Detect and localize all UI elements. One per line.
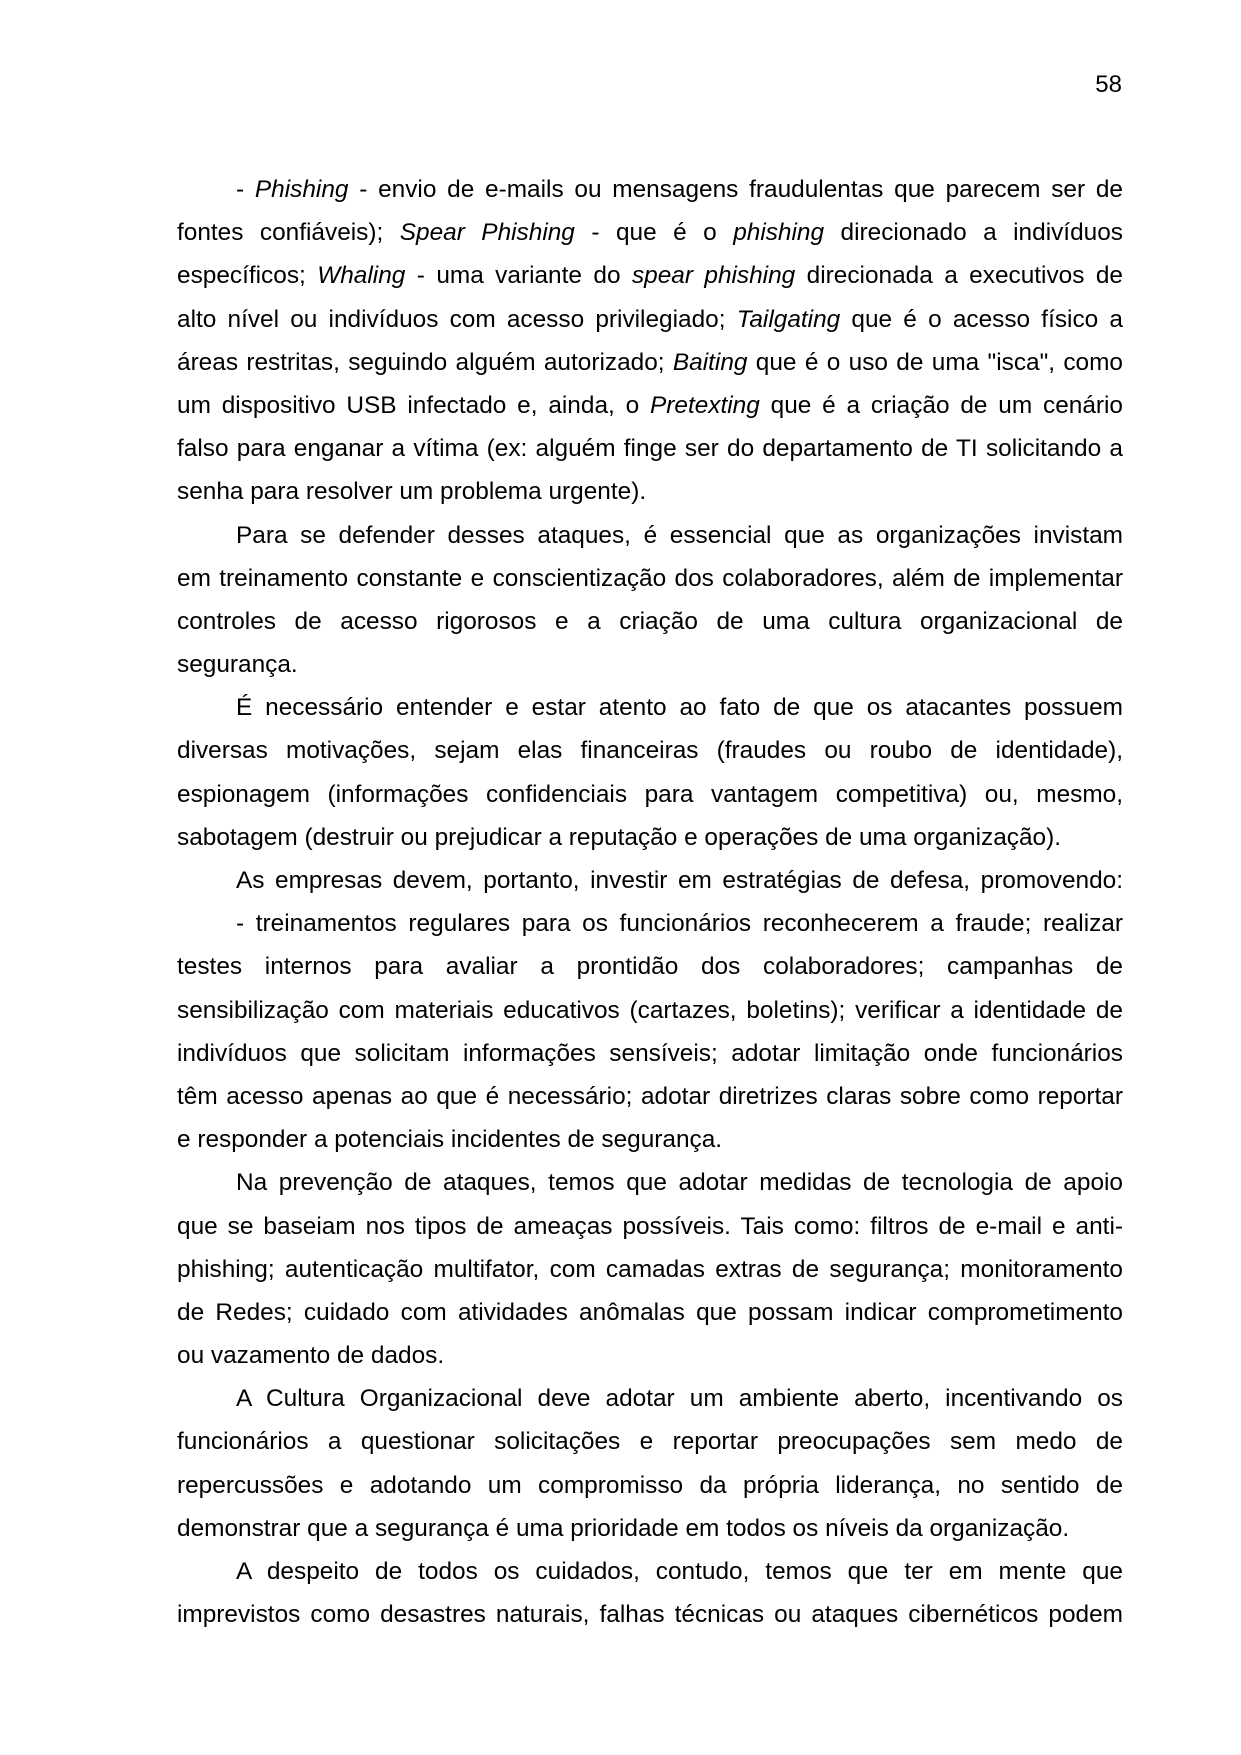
italic-text-segment: Phishing <box>254 176 349 203</box>
text-segment: segurança. <box>177 651 298 679</box>
text-segment: específicos; <box>177 262 318 290</box>
text-segment: A despeito de todos os cuidados, contudo, temos que ter em mente que <box>236 1558 1123 1585</box>
text-line <box>177 1420 1123 1463</box>
text-line <box>177 1075 1123 1118</box>
text-line <box>177 298 1123 341</box>
text-segment: que é o uso de uma "isca", como <box>747 348 1123 376</box>
text-line <box>177 643 1123 686</box>
text-segment: demonstrar que a segurança é uma prioridade em todos os níveis da organização. <box>177 1514 1070 1542</box>
text-line <box>177 168 1123 211</box>
text-segment: que é o acesso físico a <box>840 305 1123 333</box>
text-line <box>177 1118 1123 1161</box>
text-segment: imprevistos como desastres naturais, falhas técnicas ou ataques cibernéticos podem <box>177 1601 1123 1629</box>
italic-text-segment: Spear Phishing <box>399 219 575 247</box>
text-line <box>177 427 1123 470</box>
text-line <box>177 773 1123 816</box>
text-segment: que é a criação de um cenário <box>759 391 1123 419</box>
text-segment: - uma variante do <box>405 262 632 290</box>
text-line <box>177 1464 1123 1507</box>
text-segment: - envio de e-mails ou mensagens fraudulentas que parecem ser de <box>348 176 1124 203</box>
text-segment: diversas motivações, sejam elas financeiras (fraudes ou roubo de identidade), <box>177 737 1123 765</box>
text-segment: indivíduos que solicitam informações sensíveis; adotar limitação onde funcionários <box>177 1039 1123 1067</box>
text-line <box>177 254 1123 297</box>
italic-text-segment: Whaling <box>317 262 406 290</box>
text-line <box>177 816 1123 859</box>
italic-text-segment: Pretexting <box>649 391 760 419</box>
text-segment: senha para resolver um problema urgente). <box>177 478 647 506</box>
text-segment: direcionado a indivíduos <box>824 219 1123 247</box>
text-segment: controles de acesso rigorosos e a criação de uma cultura organizacional de <box>177 607 1123 635</box>
text-segment: - treinamentos regulares para os funcionários reconhecerem a fraude; realizar <box>236 910 1123 938</box>
text-segment: - <box>236 176 255 203</box>
text-line <box>177 557 1123 600</box>
text-segment: repercussões e adotando um compromisso da própria liderança, no sentido de <box>177 1471 1123 1499</box>
text-segment: As empresas devem, portanto, investir em estratégias de defesa, promovendo: <box>236 867 1123 894</box>
text-segment: Para se defender desses ataques, é essencial que as organizações invistam <box>236 521 1123 549</box>
text-line <box>177 1248 1123 1291</box>
text-segment: falso para enganar a vítima (ex: alguém finge ser do departamento de TI solicitando a <box>177 435 1123 463</box>
text-line <box>177 1377 1123 1420</box>
text-line <box>177 945 1123 988</box>
text-line <box>177 686 1123 729</box>
text-segment: fontes confiáveis); <box>177 219 400 247</box>
text-segment: em treinamento constante e conscientização dos colaboradores, além de implementar <box>177 564 1123 592</box>
text-line <box>177 1032 1123 1075</box>
text-line <box>177 1507 1123 1550</box>
text-segment: funcionários a questionar solicitações e reportar preocupações sem medo de <box>177 1428 1123 1456</box>
text-segment: e responder a potenciais incidentes de segurança. <box>177 1126 723 1154</box>
text-segment: que se baseiam nos tipos de ameaças possíveis. Tais como: filtros de e-mail e anti- <box>177 1212 1123 1240</box>
document-body <box>177 168 1123 1636</box>
text-segment: espionagem (informações confidenciais para vantagem competitiva) ou, mesmo, <box>177 780 1123 808</box>
text-line <box>177 211 1123 254</box>
text-line <box>177 729 1123 772</box>
text-line <box>177 384 1123 427</box>
text-line <box>177 1291 1123 1334</box>
text-segment: sabotagem (destruir ou prejudicar a reputação e operações de uma organização). <box>177 823 1062 851</box>
text-line <box>177 1161 1123 1204</box>
text-segment: têm acesso apenas ao que é necessário; adotar diretrizes claras sobre como reportar <box>177 1082 1123 1110</box>
text-segment: ou vazamento de dados. <box>177 1342 445 1370</box>
italic-text-segment: phishing <box>733 219 825 247</box>
text-line <box>177 470 1123 513</box>
text-segment: alto nível ou indivíduos com acesso privilegiado; <box>177 305 737 333</box>
text-line <box>177 1334 1123 1377</box>
text-line <box>177 1593 1123 1636</box>
italic-text-segment: Tailgating <box>736 305 841 333</box>
italic-text-segment: Baiting <box>672 348 748 376</box>
text-line <box>177 341 1123 384</box>
text-segment: um dispositivo USB infectado e, ainda, o <box>177 391 650 419</box>
text-segment: áreas restritas, seguindo alguém autorizado; <box>177 348 673 376</box>
text-segment: de Redes; cuidado com atividades anômalas que possam indicar comprometimento <box>177 1298 1123 1326</box>
text-line <box>177 902 1123 945</box>
text-segment: testes internos para avaliar a prontidão dos colaboradores; campanhas de <box>177 953 1123 981</box>
text-segment: direcionada a executivos de <box>795 262 1123 290</box>
text-line <box>177 600 1123 643</box>
text-line <box>177 989 1123 1032</box>
italic-text-segment: spear phishing <box>631 262 796 290</box>
text-line <box>177 1205 1123 1248</box>
text-line <box>177 859 1123 902</box>
text-segment: Na prevenção de ataques, temos que adotar medidas de tecnologia de apoio <box>236 1169 1123 1197</box>
text-segment: phishing; autenticação multifator, com camadas extras de segurança; monitoramento <box>177 1255 1123 1283</box>
text-segment: É necessário entender e estar atento ao fato de que os atacantes possuem <box>236 694 1123 722</box>
text-line <box>177 1550 1123 1593</box>
page-number: 58 <box>1095 71 1122 98</box>
text-segment: - que é o <box>574 219 734 247</box>
text-segment: A Cultura Organizacional deve adotar um ambiente aberto, incentivando os <box>236 1385 1123 1413</box>
text-line <box>177 514 1123 557</box>
text-segment: sensibilização com materiais educativos (cartazes, boletins); verificar a identidade de <box>177 996 1123 1024</box>
